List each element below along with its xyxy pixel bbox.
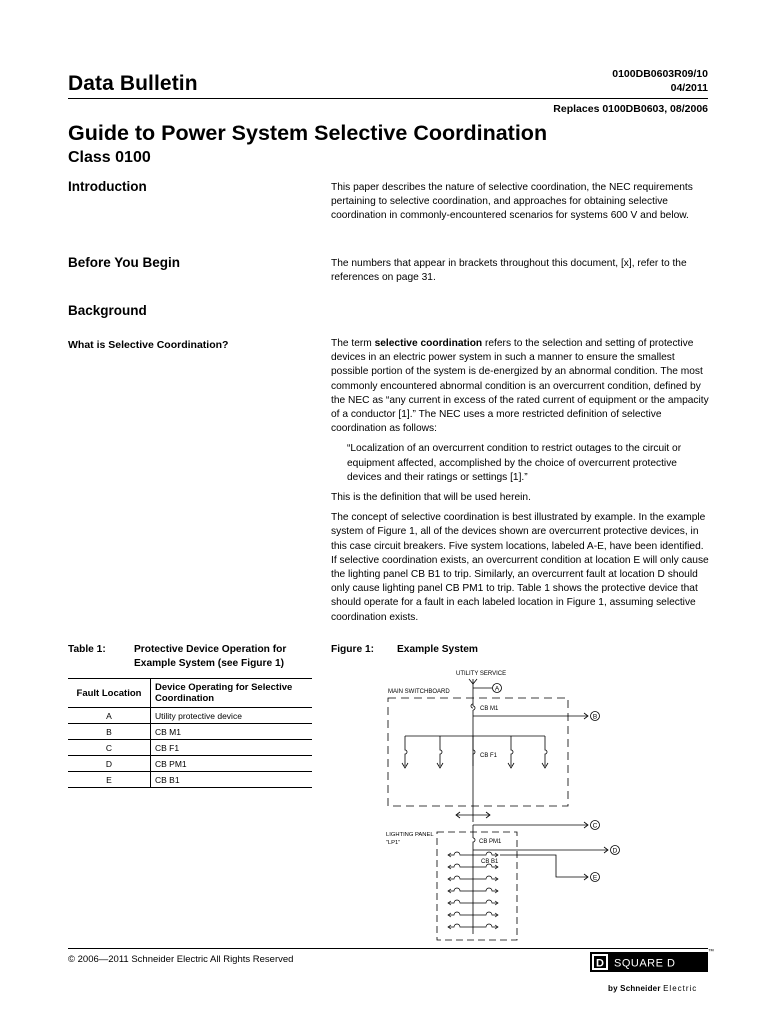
- doc-number-block: [612, 67, 708, 95]
- col-device-operating: Device Operating for Selective Coordination: [151, 679, 313, 708]
- footer-rule: [68, 948, 708, 949]
- location-b-label: B: [592, 713, 598, 721]
- label-cb-b1: CB B1: [481, 859, 499, 865]
- location-d-marker: [611, 846, 620, 855]
- cell-device: CB M1: [151, 724, 313, 740]
- trademark: ™: [708, 949, 714, 955]
- intro-paragraph: This paper describes the nature of selective coordination, the NEC requirements pertaining to selective coordination, and approaches for obtaining selective coordination in commonly-encountered scenarios for systems 600 V and below.: [331, 182, 693, 222]
- heading-what-is: What is Selective Coordination?: [68, 339, 229, 351]
- one-line-diagram: [380, 662, 630, 944]
- logo-d-glyph: D: [596, 957, 604, 970]
- label-cb-pm1: CB PM1: [479, 839, 502, 845]
- what-is-paragraph-1: [331, 337, 711, 436]
- table-row: [68, 740, 312, 756]
- location-c-marker: [591, 821, 600, 830]
- label-lp1: “LP1”: [386, 840, 401, 846]
- by-schneider-text: by Schneider: [608, 984, 661, 993]
- label-lighting-panel: LIGHTING PANEL: [386, 832, 434, 838]
- table-header-row: [68, 679, 312, 708]
- document-subtitle: Class 0100: [68, 149, 151, 166]
- cell-location: D: [68, 756, 151, 772]
- figure-label: Figure 1:: [331, 644, 375, 655]
- cell-location: B: [68, 724, 151, 740]
- nec-quote: “Localization of an overcurrent condition to restrict outages to the circuit or equipment affected, accomplished by the choice of overcurrent protective devices and their ratings or settings [1].”: [347, 443, 682, 483]
- table-row: [68, 708, 312, 724]
- heading-introduction: Introduction: [68, 179, 147, 194]
- document-title: Guide to Power System Selective Coordination: [68, 121, 548, 145]
- location-e-marker: [591, 873, 600, 882]
- logo-text: SQUARE D: [614, 957, 676, 970]
- feeder-breakers: [402, 736, 548, 768]
- before-paragraph: The numbers that appear in brackets throughout this document, [x], refer to the references on page 31.: [331, 258, 687, 284]
- what-is-body: [331, 337, 711, 631]
- what-is-paragraph-3: The concept of selective coordination is best illustrated by example. In the example system of Figure 1, all of the devices shown are overcurrent protective devices, in this case circuit breakers. Five system locations, labeled A-E, have been identified. If selective coordination exists, an overcurrent condition at location E will only cause the lighting panel CB B1 to trip. Similarly, an overcurrent fault at location D should only cause lighting panel CB PM1 to trip. Table 1 shows the protective device that should operate for a fault in each labeled location in Figure 1, assuming selective coordination exists.: [331, 512, 709, 623]
- table-label: Table 1:: [68, 644, 106, 655]
- label-main-switchboard: MAIN SWITCHBOARD: [388, 689, 450, 695]
- p1-rest: refers to the selection and setting of protective devices in an electric power system in such a manner to ensure the smallest possible portion of the system is de-energized by an abnormal condition. The most commonly encountered abnormal condition is an overcurrent condition, defined by the NEC as “any current in excess of the rated current of equipment or the ampacity of a conductor [1].” The NEC uses a more restricted definition of selective coordination as follows:: [331, 338, 709, 435]
- doc-number: 0100DB0603R09/10: [612, 68, 708, 80]
- heading-background: Background: [68, 303, 147, 318]
- fault-table: [68, 678, 312, 788]
- location-e-label: E: [592, 874, 598, 882]
- figure-caption-text: Example System: [397, 644, 478, 655]
- doc-date: 04/2011: [670, 82, 708, 94]
- cell-location: E: [68, 772, 151, 788]
- p1-lead: The term: [331, 338, 375, 349]
- what-is-paragraph-2: This is the definition that will be used herein.: [331, 492, 531, 504]
- table-caption: [68, 643, 314, 671]
- p1-term: selective coordination: [374, 338, 483, 349]
- table-caption-text: Protective Device Operation for Example System (see Figure 1): [134, 644, 287, 669]
- location-a-label: A: [494, 685, 500, 693]
- cell-device: CB B1: [151, 772, 313, 788]
- header-rule: [68, 98, 708, 99]
- cb-m1-symbol: [471, 702, 475, 714]
- square-d-logo: [590, 952, 708, 972]
- by-schneider: [608, 984, 697, 993]
- cell-location: A: [68, 708, 151, 724]
- cell-device: CB F1: [151, 740, 313, 756]
- label-cb-f1: CB F1: [480, 753, 498, 759]
- cell-device: Utility protective device: [151, 708, 313, 724]
- table-row: [68, 756, 312, 772]
- bulletin-title: Data Bulletin: [68, 72, 198, 95]
- table-row: [68, 772, 312, 788]
- col-fault-location: Fault Location: [68, 679, 151, 708]
- by-electric-text: Electric: [663, 984, 698, 993]
- label-cb-m1: CB M1: [480, 706, 499, 712]
- replaces-line: Replaces 0100DB0603, 08/2006: [553, 103, 708, 115]
- fault-table-wrap: [68, 678, 312, 788]
- location-c-label: C: [592, 822, 598, 830]
- figure-caption: [331, 643, 478, 657]
- cell-device: CB PM1: [151, 756, 313, 772]
- heading-before-you-begin: Before You Begin: [68, 255, 181, 270]
- cell-location: C: [68, 740, 151, 756]
- table-row: [68, 724, 312, 740]
- location-a-marker: [493, 684, 502, 693]
- copyright: © 2006—2011 Schneider Electric All Rights Reserved: [68, 954, 294, 965]
- label-utility-service: UTILITY SERVICE: [456, 671, 507, 677]
- location-b-marker: [591, 712, 600, 721]
- location-d-label: D: [612, 847, 618, 855]
- cb-pm1-symbol: [473, 838, 475, 846]
